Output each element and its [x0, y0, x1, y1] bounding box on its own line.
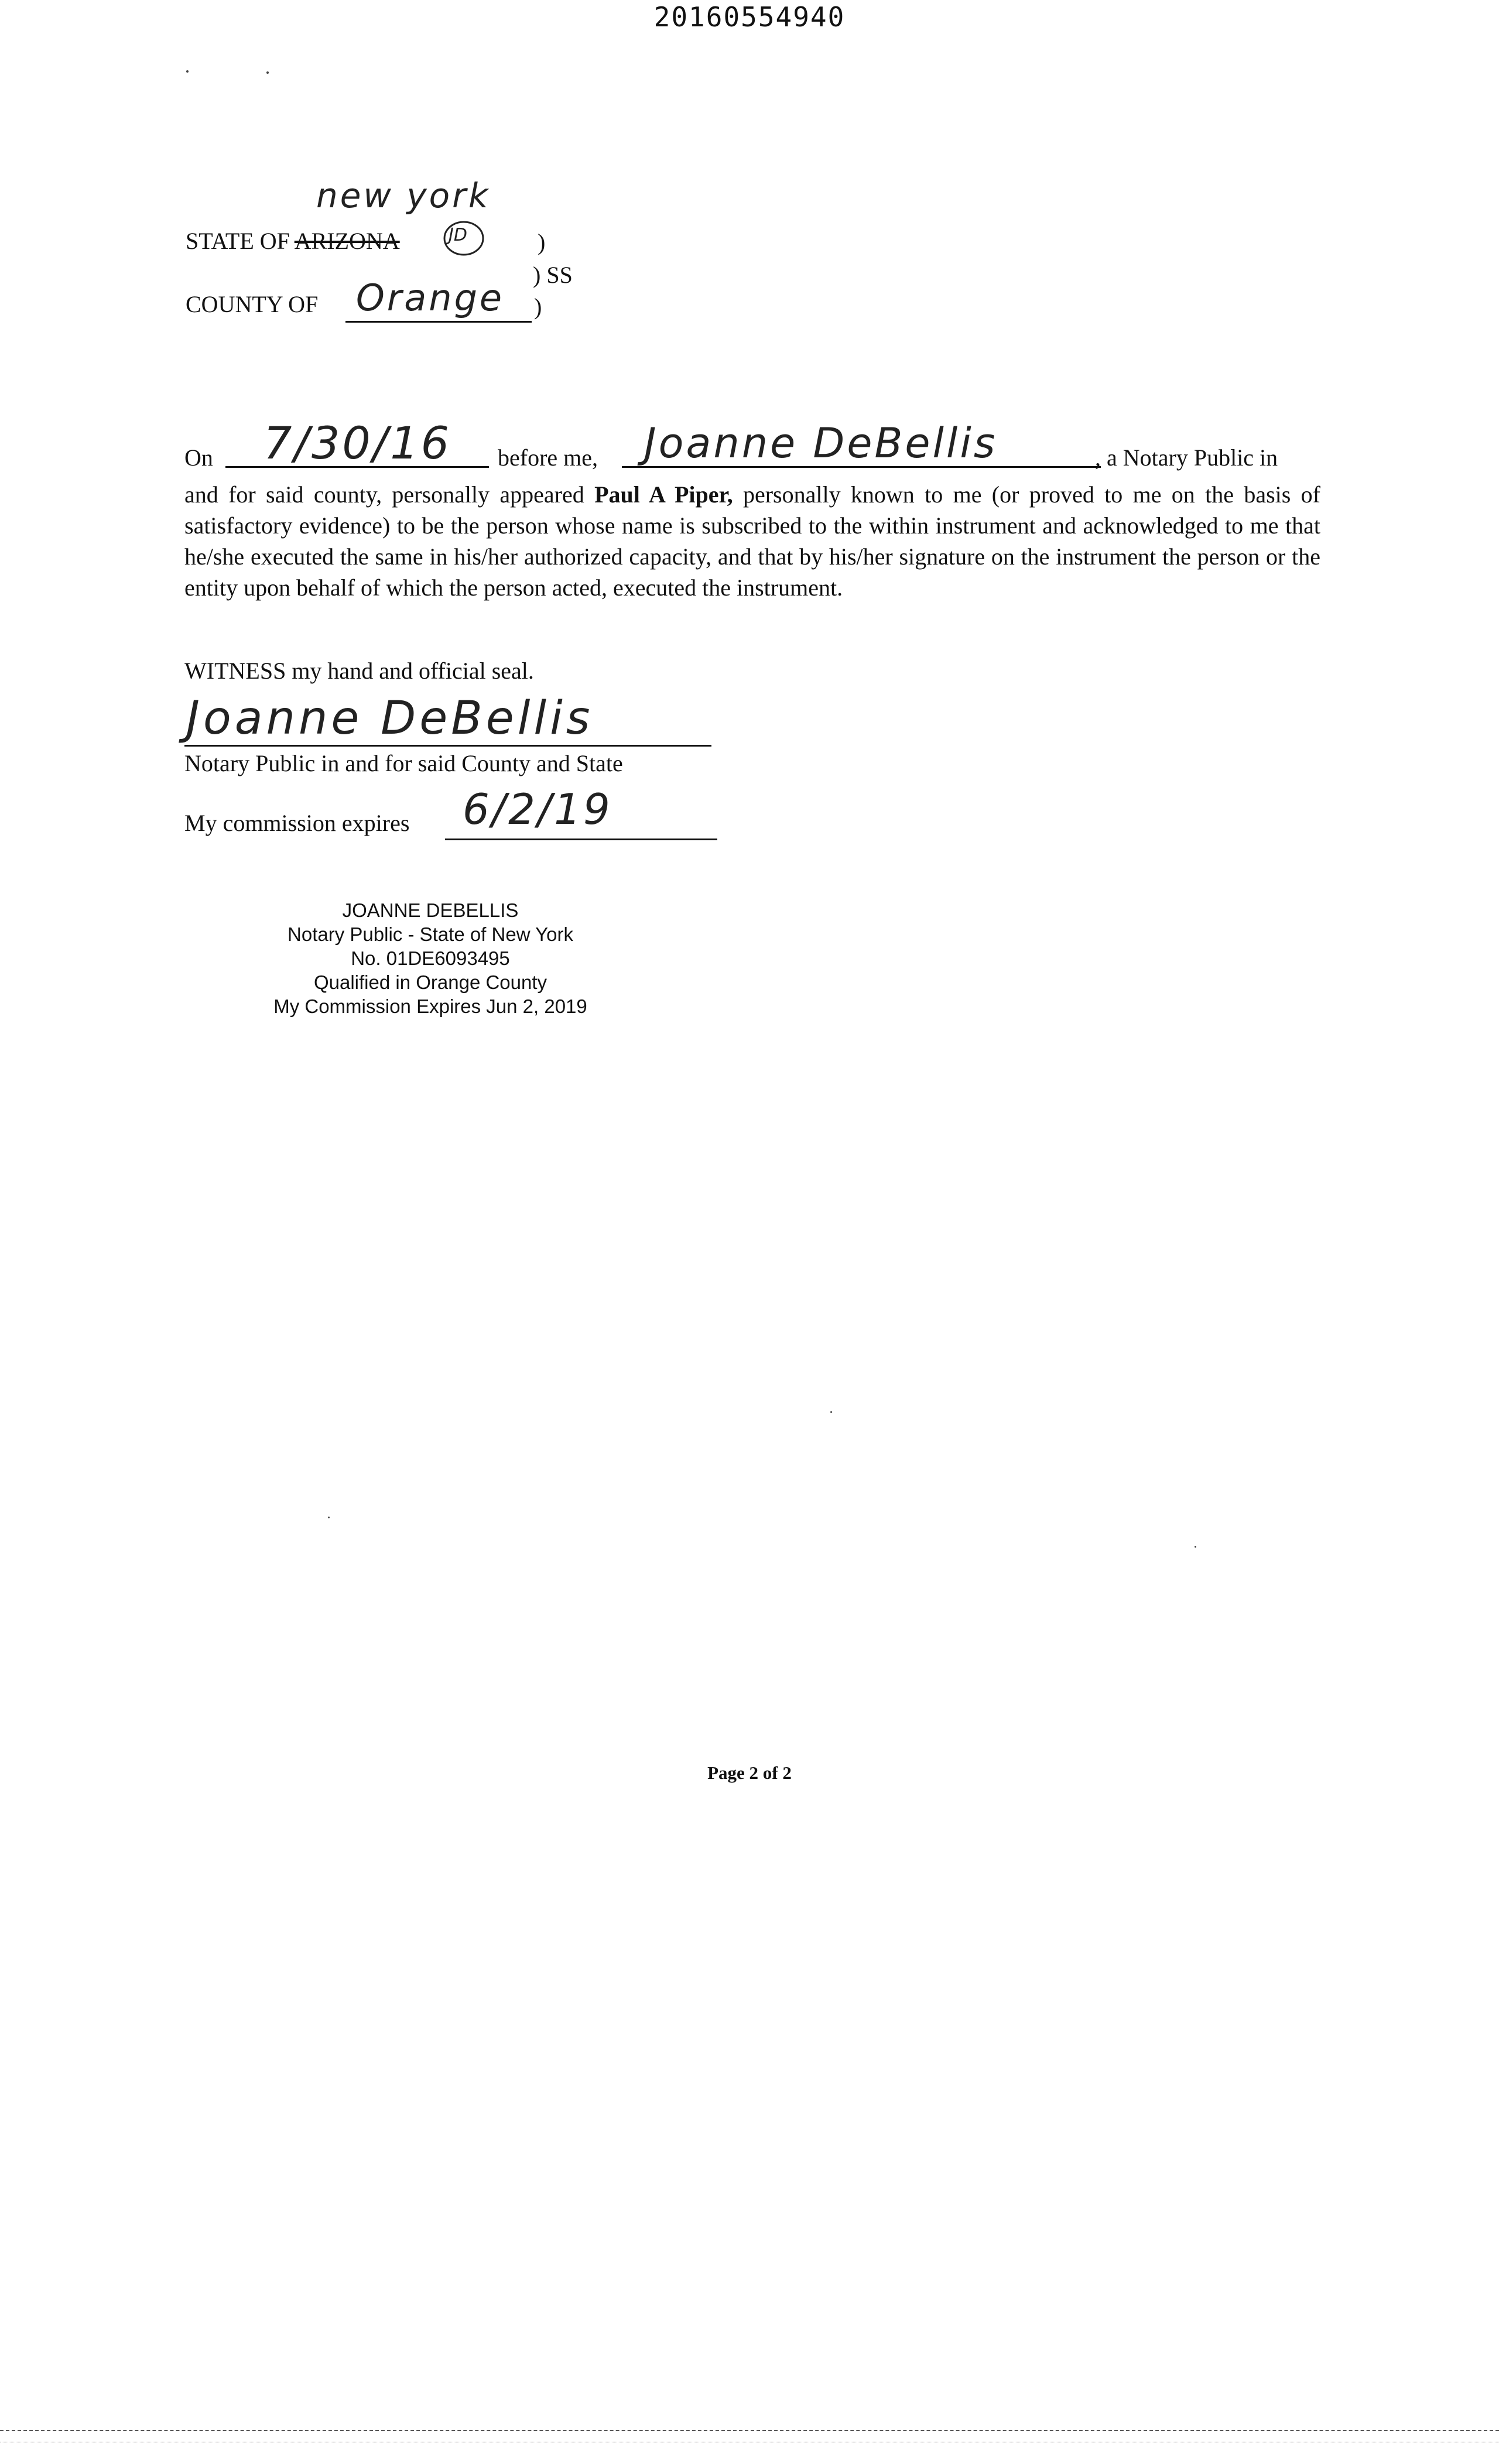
county-paren: )	[534, 293, 542, 320]
state-struck-text: ARIZONA	[294, 228, 400, 254]
paragraph-text-start: and for said county, personally appeared	[184, 481, 595, 508]
page-number: Page 2 of 2	[707, 1763, 792, 1783]
scan-speck	[328, 1517, 330, 1518]
county-handwritten: Orange	[356, 276, 505, 319]
before-me-label: before me,	[498, 444, 598, 471]
paragraph-text-rest: personally known to me (or proved to me on the basis of satisfactory evidence) to be the person whose name is subscribed to the within instrument and acknowledged to me that he/she executed the same in his/her authorized capacity, and that by his/her signature on the instrument the person or the entity upon behalf of which the person acted, executed the instrument.	[184, 481, 1320, 601]
scan-speck	[830, 1411, 832, 1413]
document-number: 20160554940	[653, 1, 846, 33]
county-prefix: COUNTY OF	[186, 291, 319, 317]
scan-speck	[1195, 1546, 1196, 1548]
stamp-title: Notary Public - State of New York	[288, 923, 573, 945]
notary-public-in-label: , a Notary Public in	[1095, 444, 1278, 471]
signature-caption: Notary Public in and for said County and State	[184, 750, 623, 776]
appearer-name: Paul A Piper,	[594, 481, 733, 508]
witness-text: WITNESS my hand and official seal.	[184, 658, 534, 684]
stamp-number: No. 01DE6093495	[351, 947, 510, 969]
commission-blank-line	[445, 839, 717, 840]
on-label: On	[184, 444, 213, 471]
state-handwritten: new york	[316, 176, 491, 215]
date-blank-line	[225, 466, 489, 468]
state-label	[186, 227, 400, 255]
state-prefix: STATE OF	[186, 228, 290, 254]
scan-speck	[186, 70, 189, 73]
date-handwritten: 7/30/16	[263, 417, 451, 469]
stamp-expiration: My Commission Expires Jun 2, 2019	[273, 995, 587, 1017]
commission-label: My commission expires	[184, 810, 410, 836]
state-initials: JD	[449, 225, 467, 245]
notary-stamp	[255, 898, 606, 1018]
scan-edge-line	[0, 2430, 1499, 2431]
commission-date-handwritten: 6/2/19	[463, 785, 612, 834]
stamp-county: Qualified in Orange County	[313, 971, 547, 993]
county-blank-line	[345, 321, 532, 323]
stamp-name: JOANNE DEBELLIS	[342, 899, 519, 921]
signature-line	[184, 745, 711, 747]
notary-name-blank-line	[622, 466, 1101, 468]
ss-label: ) SS	[533, 262, 573, 288]
scan-speck	[266, 71, 269, 74]
notary-name-handwritten: Joanne DeBellis	[644, 419, 998, 467]
notary-signature: Joanne DeBellis	[186, 692, 594, 745]
state-paren: )	[538, 229, 546, 255]
acknowledgment-paragraph	[184, 479, 1320, 603]
